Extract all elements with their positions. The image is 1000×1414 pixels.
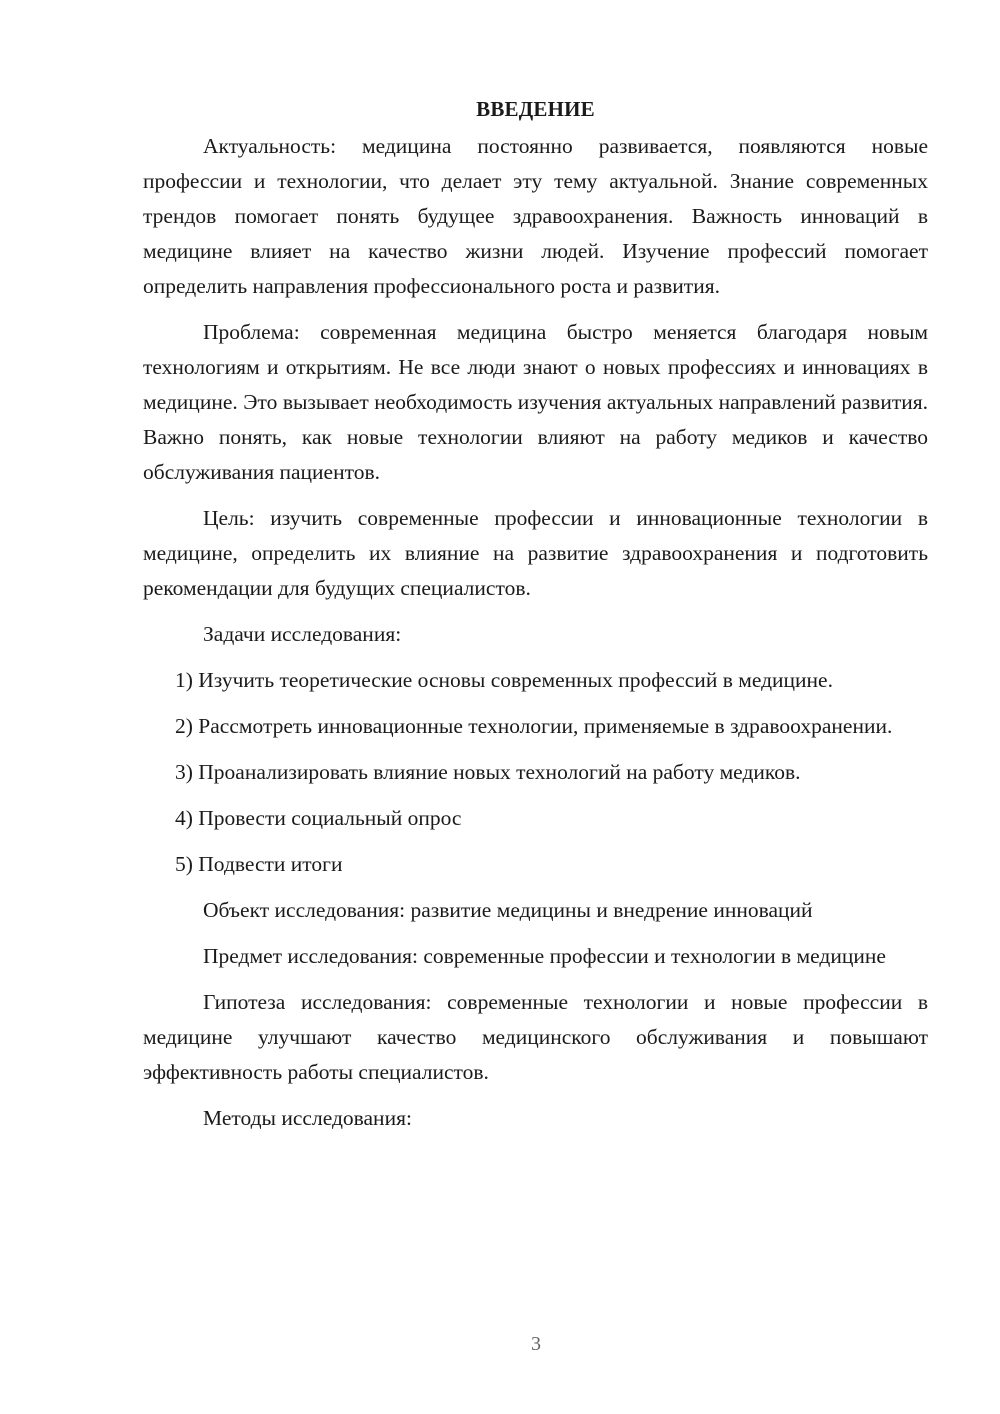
task-item-3: 3) Проанализировать влияние новых технологий на работу медиков. (175, 760, 801, 784)
hypothesis-paragraph: Гипотеза исследования: современные технологии и новые профессии в медицине улучшают качество медицинского обслуживания и повышают эффективность работы специалистов. (143, 990, 928, 1084)
task-item-1: 1) Изучить теоретические основы современных профессий в медицине. (175, 668, 833, 692)
relevance-paragraph: Актуальность: медицина постоянно развивается, появляются новые профессии и технологии, что делает эту тему актуальной. Знание современных трендов помогает понять будущее здравоохранения. Важность инноваций в медицине влияет на качество жизни людей. Изучение профессий помогает определить направления профессионального роста и развития. (143, 134, 928, 298)
section-title: ВВЕДЕНИЕ (476, 97, 595, 121)
goal-paragraph: Цель: изучить современные профессии и инновационные технологии в медицине, определить их влияние на развитие здравоохранения и подготовить рекомендации для будущих специалистов. (143, 506, 928, 600)
page-number: 3 (531, 1333, 541, 1355)
document-page (143, 92, 928, 1136)
subject-paragraph: Предмет исследования: современные профессии и технологии в медицине (203, 944, 886, 968)
task-item-4: 4) Провести социальный опрос (175, 806, 462, 830)
methods-heading: Методы исследования: (203, 1106, 412, 1130)
object-paragraph: Объект исследования: развитие медицины и внедрение инноваций (203, 898, 813, 922)
task-item-2: 2) Рассмотреть инновационные технологии, применяемые в здравоохранении. (175, 714, 893, 738)
task-item-5: 5) Подвести итоги (175, 852, 343, 876)
problem-paragraph: Проблема: современная медицина быстро меняется благодаря новым технологиям и открытиям. Не все люди знают о новых профессиях и инновациях в медицине. Это вызывает необходимость изучения актуальных направлений развития. Важно понять, как новые технологии влияют на работу медиков и качество обслуживания пациентов. (143, 320, 928, 484)
tasks-heading: Задачи исследования: (203, 622, 402, 646)
